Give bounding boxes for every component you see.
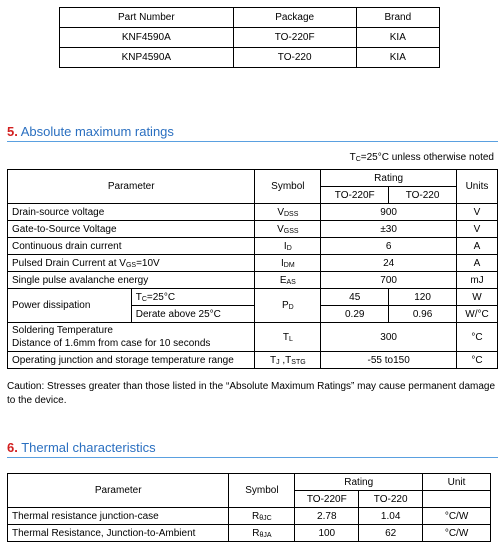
unit-cell: °C [456, 323, 497, 352]
thermal-characteristics-table [7, 473, 491, 542]
section-number: 5. [7, 124, 18, 139]
symbol-cell: $R_{\theta JC}$ [229, 508, 295, 525]
section-heading-thermal [7, 440, 498, 458]
param-cell: Thermal Resistance, Junction-to-Ambient [8, 525, 229, 542]
table-row [8, 238, 498, 255]
table-header-row [60, 8, 440, 28]
table-row [8, 272, 498, 289]
header-package-to220f: TO-220F [295, 491, 359, 508]
part-number-table [59, 7, 440, 68]
header-package-to220f: TO-220F [321, 187, 389, 204]
unit-cell: V [456, 221, 497, 238]
symbol-cell: $V_{DSS}$ [255, 204, 321, 221]
unit-cell: °C/W [423, 525, 491, 542]
table-row [8, 221, 498, 238]
value-cell: -55 to150 [321, 352, 457, 369]
header-package: Package [233, 8, 356, 28]
package-cell: TO-220F [233, 28, 356, 48]
value-cell: 100 [295, 525, 359, 542]
table-row [8, 508, 491, 525]
symbol-cell: $V_{GSS}$ [255, 221, 321, 238]
param-cell: Single pulse avalanche energy [8, 272, 255, 289]
part-number-cell: KNP4590A [60, 48, 234, 68]
table-header-row [8, 170, 498, 187]
param-cell: Continuous drain current [8, 238, 255, 255]
symbol-cell: $R_{\theta JA}$ [229, 525, 295, 542]
absolute-max-ratings-table [7, 169, 498, 369]
condition-cell: Derate above 25°C [131, 306, 255, 323]
value-cell: 2.78 [295, 508, 359, 525]
symbol-cell: $E_{AS}$ [255, 272, 321, 289]
table-row [60, 28, 440, 48]
value-cell: 24 [321, 255, 457, 272]
symbol-cell: $T_J$ $,T_{STG}$ [255, 352, 321, 369]
caution-note: Caution: Stresses greater than those listed in the “Absolute Maximum Ratings” may cause permanent damage to the device. [7, 381, 496, 406]
value-cell: 0.29 [321, 306, 389, 323]
header-package-to220: TO-220 [389, 187, 457, 204]
unit-cell: A [456, 255, 497, 272]
param-cell: Gate-to-Source Voltage [8, 221, 255, 238]
section-heading-absolute-max [7, 124, 498, 142]
symbol-cell: $P_D$ [255, 289, 321, 323]
unit-cell: °C [456, 352, 497, 369]
unit-cell: V [456, 204, 497, 221]
section-title: Thermal characteristics [17, 440, 156, 455]
header-brand: Brand [356, 8, 439, 28]
value-cell: 1.04 [359, 508, 423, 525]
symbol-cell: $I_D$ [255, 238, 321, 255]
value-cell: 0.96 [389, 306, 457, 323]
header-part-number: Part Number [60, 8, 234, 28]
header-unit: Unit [423, 474, 491, 491]
value-cell: 300 [321, 323, 457, 352]
section-number: 6. [7, 440, 18, 455]
header-symbol: Symbol [229, 474, 295, 508]
value-cell: 62 [359, 525, 423, 542]
brand-cell: KIA [356, 48, 439, 68]
table-row [8, 255, 498, 272]
param-cell: Pulsed Drain Current at $V_{GS}=10V$ [8, 255, 255, 272]
symbol-cell: $I_{DM}$ [255, 255, 321, 272]
value-cell: 700 [321, 272, 457, 289]
header-units: Units [456, 170, 497, 204]
header-symbol: Symbol [255, 170, 321, 204]
package-cell: TO-220 [233, 48, 356, 68]
value-cell: 45 [321, 289, 389, 306]
unit-cell: mJ [456, 272, 497, 289]
test-condition-note: $T_C=25^\circ C$ unless otherwise noted [349, 152, 494, 163]
header-parameter: Parameter [8, 474, 229, 508]
table-header-row [8, 474, 491, 491]
table-row [8, 525, 491, 542]
table-row [8, 323, 498, 352]
section-title: Absolute maximum ratings [17, 124, 174, 139]
value-cell: 900 [321, 204, 457, 221]
condition-cell: $T_C=25^\circ C$ [131, 289, 255, 306]
header-parameter: Parameter [8, 170, 255, 204]
table-row [8, 204, 498, 221]
value-cell: 120 [389, 289, 457, 306]
header-rating: Rating [321, 170, 457, 187]
header-unit-blank [423, 491, 491, 508]
param-cell: Power dissipation [8, 289, 132, 323]
unit-cell: °C/W [423, 508, 491, 525]
part-number-cell: KNF4590A [60, 28, 234, 48]
param-cell: Thermal resistance junction-case [8, 508, 229, 525]
symbol-cell: $T_L$ [255, 323, 321, 352]
table-row [60, 48, 440, 68]
brand-cell: KIA [356, 28, 439, 48]
table-row [8, 289, 498, 306]
unit-cell: W/°C [456, 306, 497, 323]
param-cell: Operating junction and storage temperature range [8, 352, 255, 369]
param-cell: Drain-source voltage [8, 204, 255, 221]
header-rating: Rating [295, 474, 423, 491]
value-cell: ±30 [321, 221, 457, 238]
param-cell: Soldering Temperature Distance of 1.6mm from case for 10 seconds [8, 323, 255, 352]
table-row [8, 352, 498, 369]
unit-cell: A [456, 238, 497, 255]
header-package-to220: TO-220 [359, 491, 423, 508]
unit-cell: W [456, 289, 497, 306]
value-cell: 6 [321, 238, 457, 255]
